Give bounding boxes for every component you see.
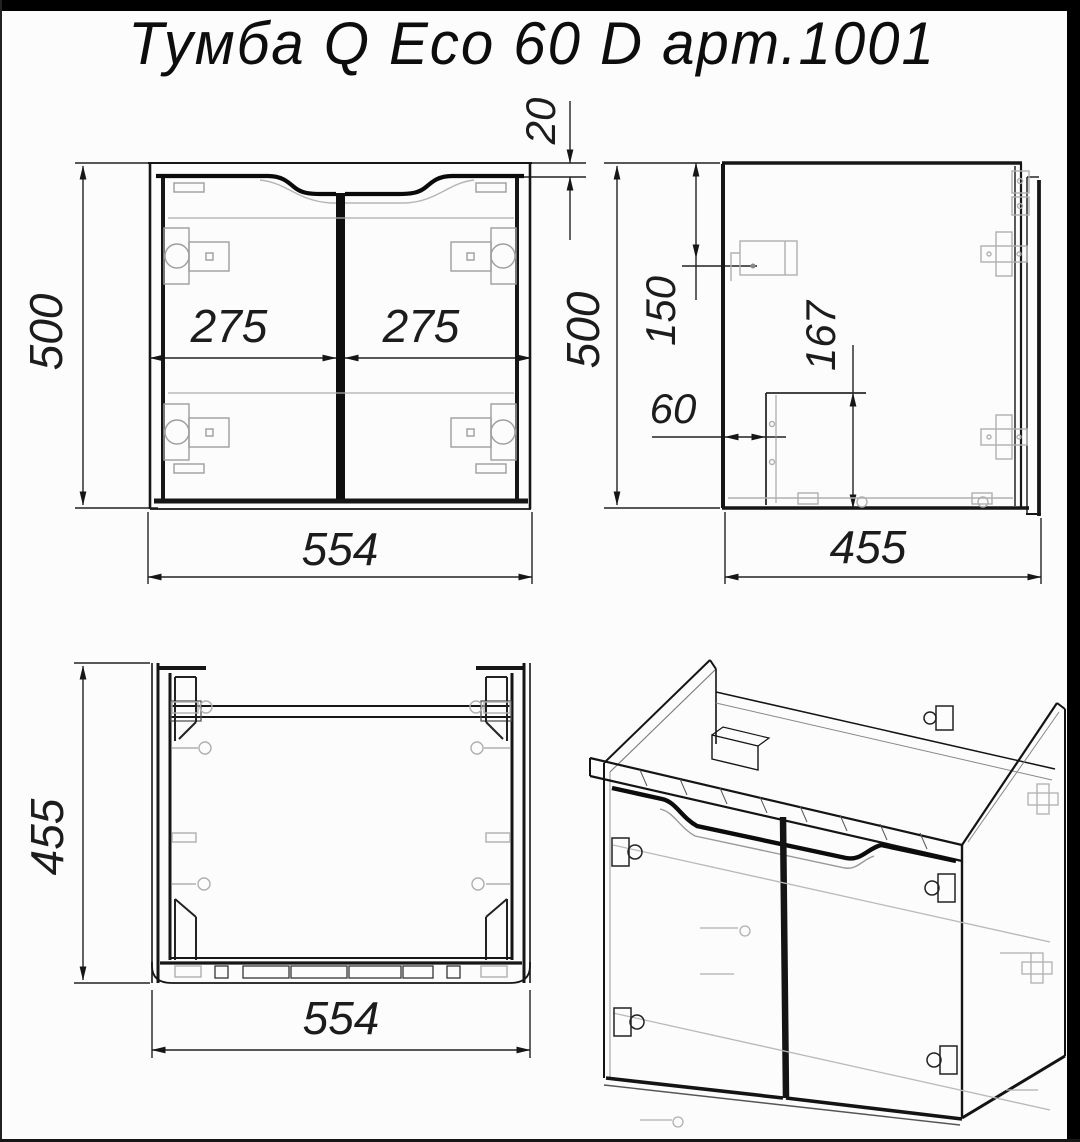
sheet-border-right: [1067, 0, 1080, 1142]
dim-side-hinge-offset: 150: [637, 275, 684, 347]
dim-side-depth: 455: [829, 521, 907, 573]
dim-side-bottom-offset: 167: [797, 300, 844, 372]
iso-gray-hardware: [640, 784, 1058, 1127]
dim-front-height: 500: [20, 293, 72, 371]
dim-side-front-gap: 60: [649, 385, 697, 432]
dim-top-depth: 455: [21, 798, 73, 876]
dim-top-width: 554: [302, 992, 380, 1044]
top-view-hardware: [172, 701, 510, 977]
drawing-title: Тумба Q Eco 60 D арт.1001: [128, 10, 936, 77]
front-view: [75, 101, 586, 584]
dim-front-door-left: 275: [190, 300, 268, 352]
sheet-border-left: [0, 0, 2, 1142]
side-view: [604, 163, 1041, 584]
dim-side-height: 500: [557, 291, 609, 369]
side-hardware: [728, 171, 1029, 507]
isometric-view: [590, 660, 1065, 1127]
dim-front-width: 554: [301, 523, 379, 575]
dim-front-top-gap: 20: [517, 97, 564, 145]
iso-hinge-hardware: [612, 706, 957, 1074]
dim-front-door-right: 275: [382, 300, 460, 352]
